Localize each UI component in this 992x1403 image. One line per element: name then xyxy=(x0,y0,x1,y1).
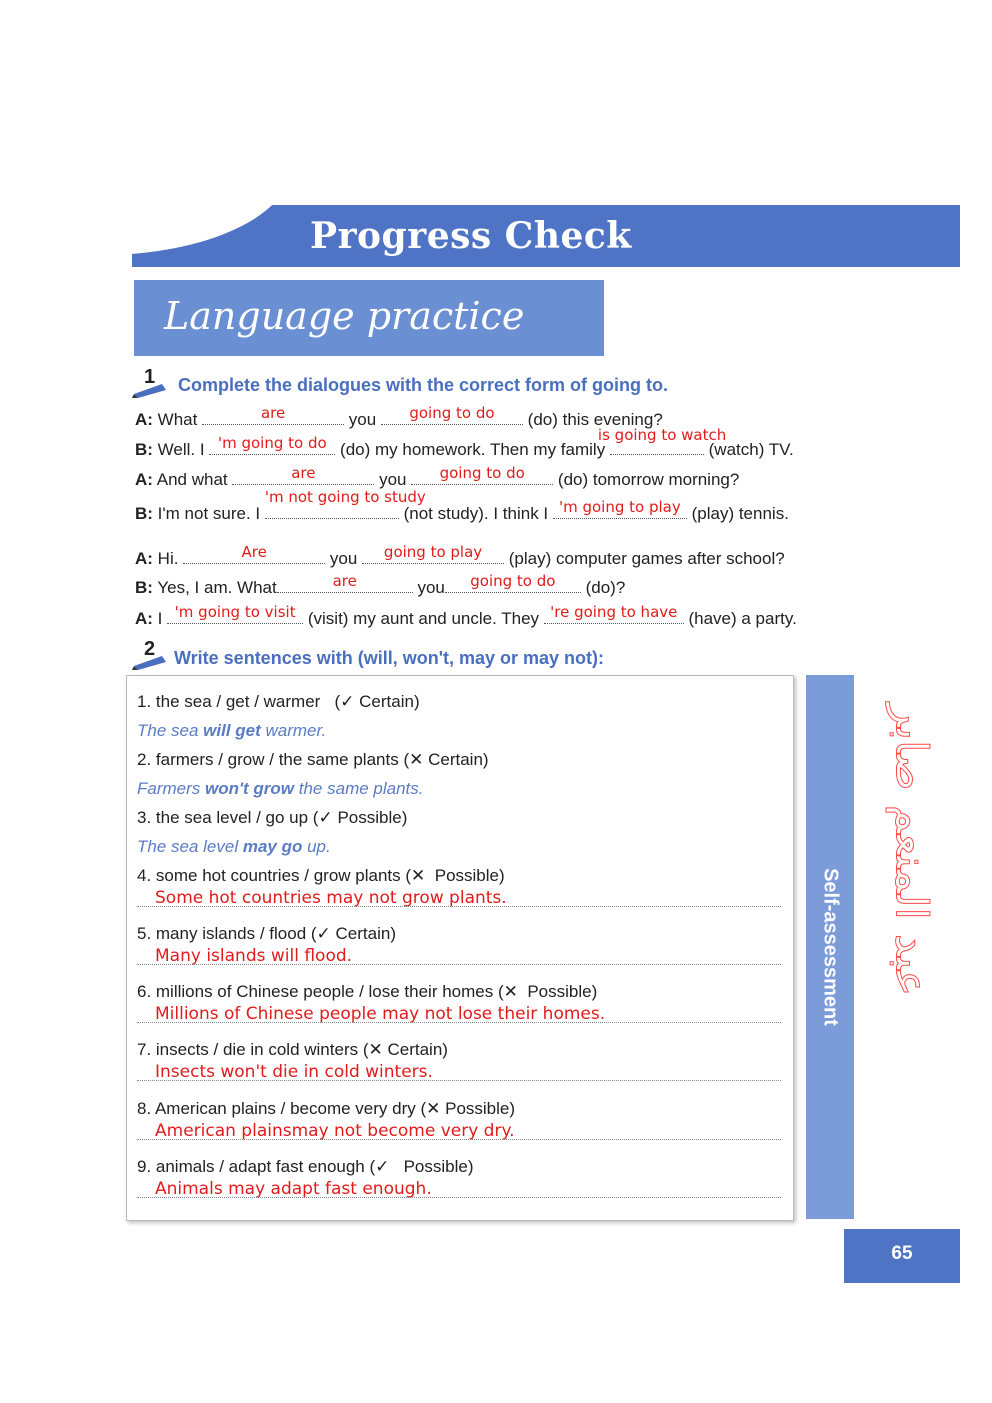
answer-text: are xyxy=(291,464,316,482)
dialogue-line: B: I'm not sure. I 'm not going to study (not study). I think I 'm going to play (play) tennis. xyxy=(135,488,789,523)
answer-text: 'm going to play xyxy=(558,498,681,516)
handwritten-answer: Insects won't die in cold winters. xyxy=(155,1062,433,1082)
dialogue-line: A: And what are you going to do (do) tomorrow morning? xyxy=(135,464,740,489)
cross-icon: ✕ xyxy=(503,982,518,1001)
page-title: Progress Check xyxy=(310,215,632,257)
answer-text: going to play xyxy=(383,543,483,561)
dialogue-line: A: What are you going to do (do) this evening? xyxy=(135,404,663,429)
page-number-box xyxy=(844,1229,960,1283)
cross-icon: ✕ xyxy=(426,1099,441,1118)
handwritten-answer: Some hot countries may not grow plants. xyxy=(155,888,507,908)
dialogue-line: A: Hi. Are you going to play (play) computer games after school? xyxy=(135,543,785,568)
handwritten-answer: Many islands will flood. xyxy=(155,946,353,966)
cross-icon: ✕ xyxy=(409,750,424,769)
handwritten-answer: Animals may adapt fast enough. xyxy=(155,1179,432,1199)
check-icon: ✓ xyxy=(375,1157,390,1176)
prompt-item: 2. farmers / grow / the same plants (✕ Certain) xyxy=(137,750,489,769)
prompt-item: 9. animals / adapt fast enough (✓ Possible) xyxy=(137,1157,474,1176)
section-banner xyxy=(134,280,604,356)
exercise-2-number: 2 xyxy=(144,638,156,660)
banner-curve xyxy=(132,205,292,255)
answer-text: is going to watch xyxy=(597,426,727,444)
signature-text: عبد المنعم صابر xyxy=(885,703,937,997)
answer-text: are xyxy=(332,572,357,590)
exercise-2-instruction: Write sentences with (will, won't, may or may not): xyxy=(174,648,605,668)
answer-line xyxy=(137,1022,781,1023)
signature xyxy=(876,670,946,1030)
answer-text: 'm not going to study xyxy=(264,488,426,506)
section-title: Language practice xyxy=(164,294,525,338)
answer-line xyxy=(137,1139,781,1140)
prompt-item: 3. the sea level / go up (✓ Possible) xyxy=(137,808,408,827)
example-answer: The sea level may go up. xyxy=(137,837,331,856)
handwritten-answer: American plainsmay not become very dry. xyxy=(155,1121,515,1141)
dialogue-line: B: Well. I 'm going to do (do) my homework. Then my family is going to watch (watch) TV. xyxy=(135,426,794,459)
answer-text: are xyxy=(260,404,286,422)
dialogue-line: A: I 'm going to visit (visit) my aunt and uncle. They 're going to have (have) a party. xyxy=(135,603,797,628)
answer-text: going to do xyxy=(470,572,556,590)
exercise-1-number: 1 xyxy=(144,366,156,388)
answer-text: 'm going to visit xyxy=(174,603,296,621)
prompt-item: 8. American plains / become very dry (✕ Possible) xyxy=(137,1099,516,1118)
answer-line xyxy=(137,964,781,965)
answer-text: going to do xyxy=(439,464,525,482)
answer-text: 're going to have xyxy=(550,603,678,621)
header-banner xyxy=(132,205,960,267)
answer-text: 'm going to do xyxy=(217,434,327,452)
prompt-item: 5. many islands / flood (✓ Certain) xyxy=(137,924,396,943)
check-icon: ✓ xyxy=(318,808,333,827)
prompt-item: 6. millions of Chinese people / lose their homes (✕ Possible) xyxy=(137,982,598,1001)
dialogue-line: B: Yes, I am. What are you going to do (do)? xyxy=(135,572,626,597)
exercise-1-instruction: Complete the dialogues with the correct form of going to. xyxy=(178,375,669,395)
cross-icon: ✕ xyxy=(368,1040,383,1059)
prompt-item: 1. the sea / get / warmer (✓ Certain) xyxy=(137,692,420,711)
check-icon: ✓ xyxy=(316,924,331,943)
example-answer: The sea will get warmer. xyxy=(137,721,327,740)
sidebar-label: Self-assessment xyxy=(819,868,842,1026)
prompt-item: 7. insects / die in cold winters (✕ Certain) xyxy=(137,1040,448,1059)
answer-line xyxy=(137,1080,781,1081)
self-assessment-sidebar xyxy=(806,675,854,1219)
prompt-item: 4. some hot countries / grow plants (✕ Possible) xyxy=(137,866,505,885)
answer-text: Are xyxy=(241,543,267,561)
cross-icon: ✕ xyxy=(411,866,426,885)
answer-text: going to do xyxy=(409,404,495,422)
handwritten-answer: Millions of Chinese people may not lose their homes. xyxy=(155,1004,606,1024)
answer-line xyxy=(137,906,781,907)
exercise-2-box xyxy=(126,675,794,1221)
check-icon: ✓ xyxy=(340,692,355,711)
exercise-2-badge xyxy=(132,638,172,670)
example-answer: Farmers won't grow the same plants. xyxy=(137,779,424,798)
page-number: 65 xyxy=(891,1243,913,1264)
answer-line xyxy=(137,1197,781,1198)
exercise-1-badge xyxy=(132,366,172,398)
